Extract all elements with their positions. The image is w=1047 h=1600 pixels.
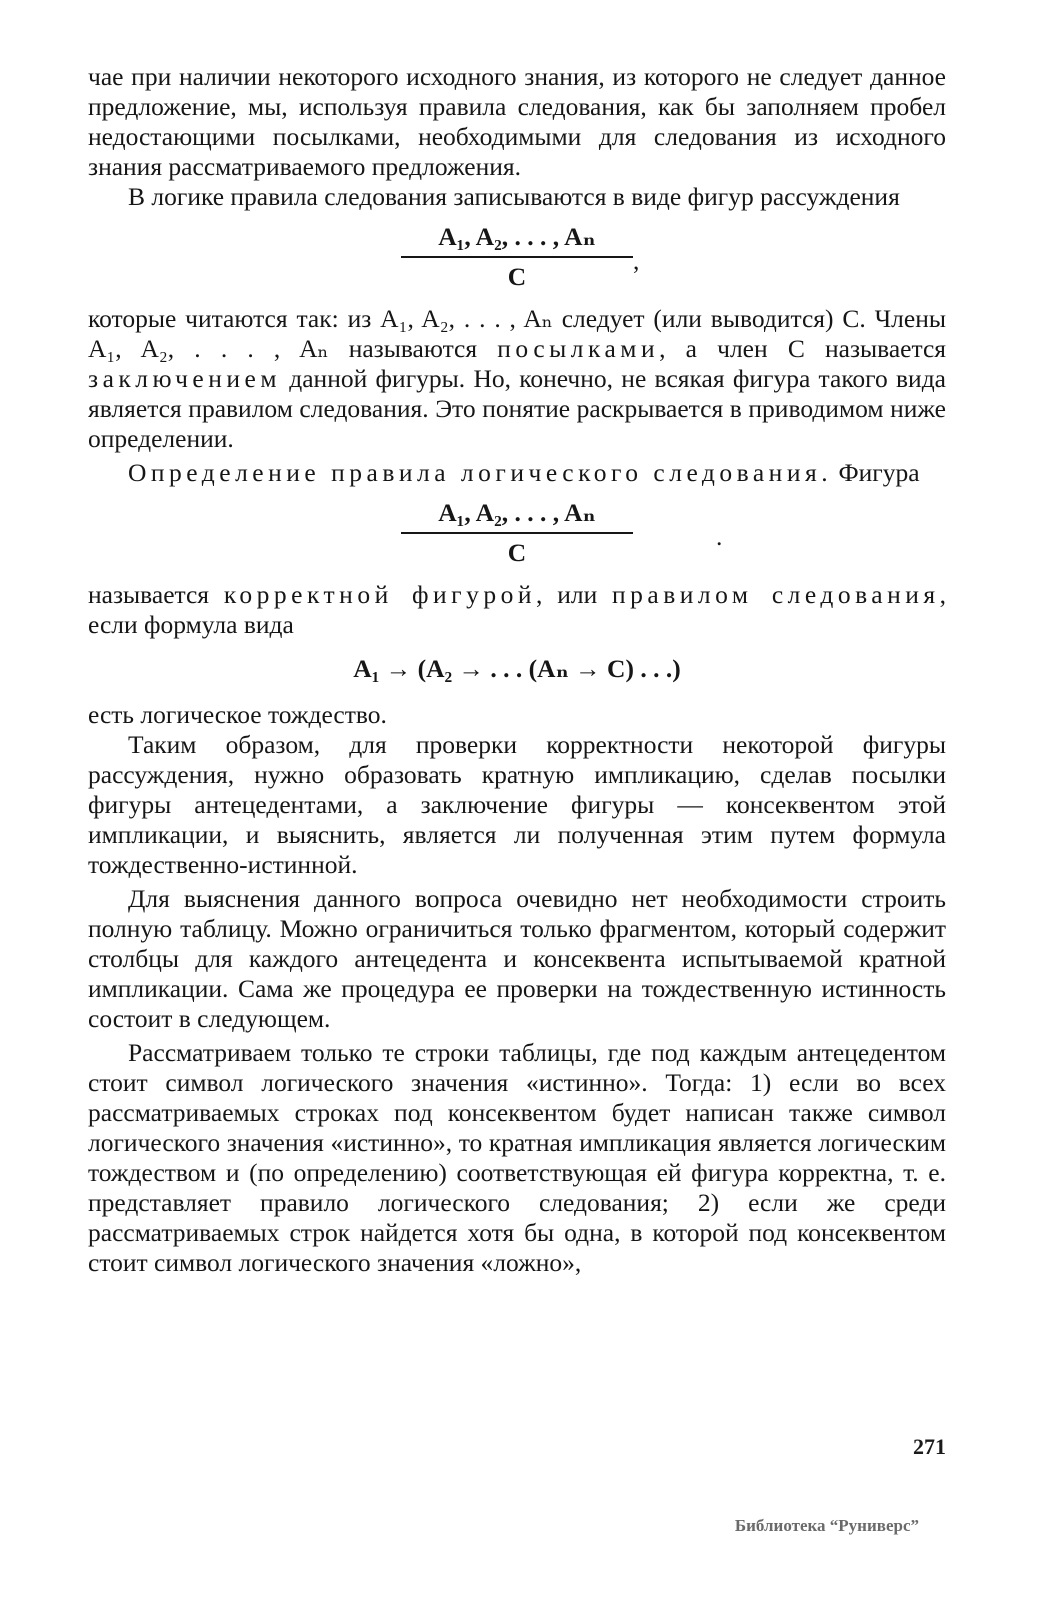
paragraph-2: В логике правила следования записываются в виде фигур рассуждения [128,182,900,211]
term-rule-of-inference: правилом следования [612,580,940,609]
page-number: 271 [913,1434,946,1459]
paragraph-5-part-c: , или [536,580,612,609]
paragraph-4-part-b: Фигура [832,458,920,487]
reasoning-figure-2 [88,498,946,568]
figure-2-premises: A₁, A₂, . . . , Aₙ [438,498,596,527]
paragraph-5-part-a: называется [88,580,224,609]
figure-1-comma: , [633,246,640,275]
paragraph-7: Таким образом, для проверки корректности некоторой фигуры рассуждения, нужно образовать кратную импликацию, сделав посылки фигуры антецедентами, а заключение фигуры — консеквентом этой импликации, и выяснить, является ли полученная этим путем формула тождественно-истинной. [88,730,946,879]
figure-2-conclusion: C [507,538,527,567]
paragraph-4 [88,458,946,488]
paragraph-3-part-e: данной фигуры. Но, конечно, не всякая фигура такого вида является правилом следования. Это понятие раскрывается в приводимом ниже определении. [88,364,946,453]
term-conclusion: заключением [88,364,281,393]
reasoning-figure-1 [88,222,946,292]
paragraph-3-part-c: , а член C называется [659,334,947,363]
term-premises: посылками [497,334,660,363]
paragraph-5 [88,580,946,640]
figure-1-conclusion: C [507,262,527,291]
page-body [88,62,946,1278]
paragraph-3 [88,304,946,454]
figure-1-premises: A₁, A₂, . . . , Aₙ [438,222,596,251]
figure-2-period: . [716,522,723,551]
term-correct-figure: корректной фигурой [223,580,537,609]
definition-heading: Определение правила логического следования. [128,458,833,487]
paragraph-5-part-e: , если формула вида [88,580,946,639]
implication-formula: A₁ → (A₂ → . . . (Aₙ → C) . . .) [353,654,681,683]
paragraph-3-part-a: которые читаются так: из A₁, A₂, . . . , Aₙ следует (или выводится) C. Члены A₁, A₂, . . . , Aₙ называются [88,304,946,363]
paragraph-8: Для выяснения данного вопроса очевидно нет необходимости строить полную таблицу. Можно ограничиться только фрагментом, который содержит столбцы для каждого антецедента и консеквента испытываемой кратной импликации. Сама же процедура ее проверки на тождественную истинность состоит в следующем. [88,884,946,1033]
library-footer: Библиотека “Руниверс” [734,1516,919,1535]
paragraph-6: есть логическое тождество. [88,700,387,729]
paragraph-1: чае при наличии некоторого исходного знания, из которого не следует данное предложение, мы, используя правила следования, как бы заполняем пробел недостающими посылками, необходимыми для следования из исходного знания рассматриваемого предложения. [88,62,946,181]
paragraph-9: Рассматриваем только те строки таблицы, где под каждым антецедентом стоит символ логического значения «истинно». Тогда: 1) если во всех рассматриваемых строках под консеквентом будет написан также символ логического значения «истинно», то кратная импликация является логическим тождеством и (по определению) соответствующая ей фигура корректна, т. е. представляет правило логического следования; 2) если же среди рассматриваемых строк найдется хотя бы одна, в которой под консеквентом стоит символ логического значения «ложно», [88,1038,946,1277]
